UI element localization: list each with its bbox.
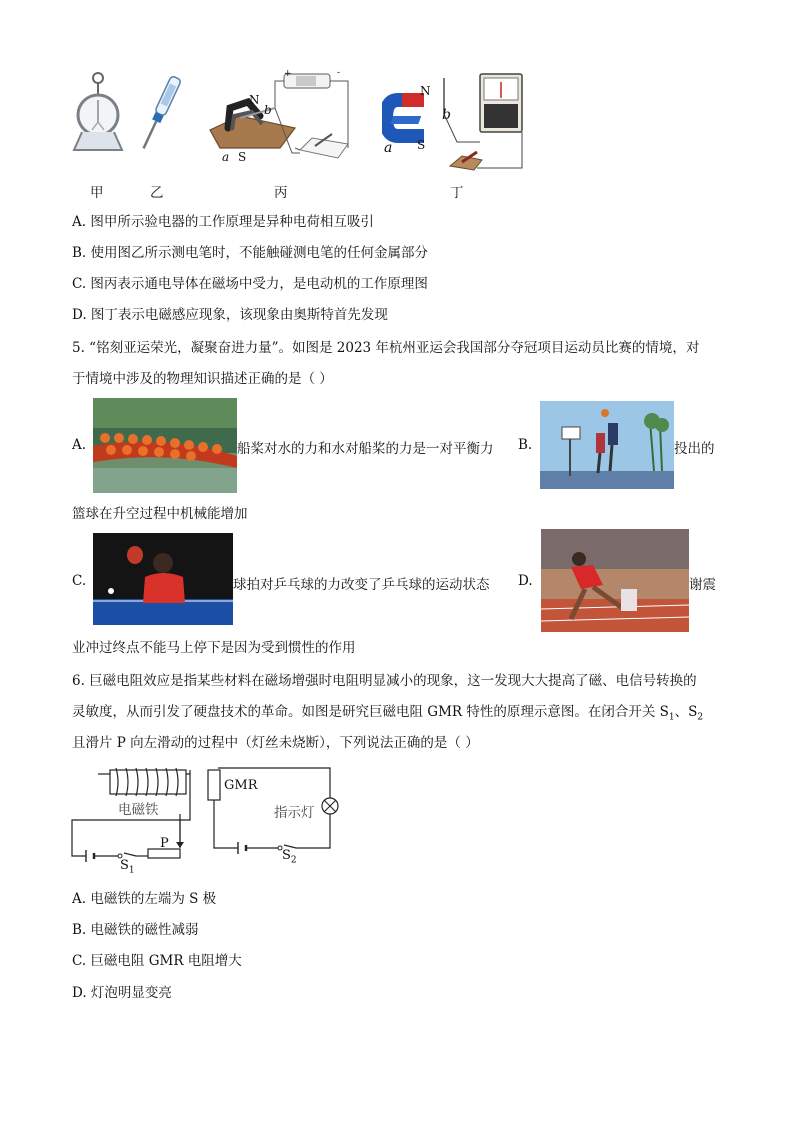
caption-yi: 乙 [150,185,164,201]
q6-stem-2-sub1: 1 [668,712,675,723]
figure-yi [135,72,185,157]
gmr-label: GMR [224,778,258,793]
gmr-circuit-diagram [68,762,358,882]
q4-option-d: D. 图丁表示电磁感应现象，该现象由奥斯特首先发现 [72,307,388,323]
q6-stem-line-3: 且滑片 P 向左滑动的过程中（灯丝未烧断），下列说法正确的是（ ） [72,735,479,751]
bing-label-n: N [249,93,260,107]
q6-option-d: D. 灯泡明显变亮 [72,985,172,1001]
q5-d-label: D. [518,573,533,589]
bing-label-a: a [222,150,230,164]
q6-option-b: B. 电磁铁的磁性减弱 [72,922,199,938]
q5-a-label: A. [72,437,87,453]
q4-option-a: A. 图甲所示验电器的工作原理是异种电荷相互吸引 [72,214,374,230]
q5-c-text: 球拍对乒乓球的力改变了乒乓球的运动状态 [233,577,490,593]
q4-option-c: C. 图丙表示通电导体在磁场中受力，是电动机的工作原理图 [72,276,428,292]
q5-stem-line-2: 于情境中涉及的物理知识描述正确的是（ ） [72,371,333,387]
q5-d-continued: 业冲过终点不能马上停下是因为受到惯性的作用 [72,640,356,656]
q6-stem-2-pre: 灵敏度，从而引发了硬盘技术的革命。如图是研究巨磁电阻 GMR 特性的原理示意图。在闭合开关 S [72,704,669,720]
bing-label-s: S [238,150,247,164]
q5-b-label: B. [518,437,533,453]
figure-ding [382,70,530,175]
table-tennis-photo [93,533,233,625]
q6-stem-2-sub2: 2 [697,712,704,723]
switch-s2-letter: S [282,848,291,863]
bing-label-plus: + [284,69,292,79]
ding-label-n: N [420,84,431,98]
q6-stem-2-mid: 、S [674,704,698,720]
switch-s2-label [282,848,297,866]
switch-s1-label [120,858,135,876]
electromagnet-label: 电磁铁 [118,802,159,818]
ding-label-b: b [442,107,451,123]
q4-option-b: B. 使用图乙所示测电笔时，不能触碰测电笔的任何金属部分 [72,245,429,261]
indicator-lamp-label: 指示灯 [274,805,315,821]
bing-label-minus: - [337,68,341,78]
figure-jia [68,70,128,155]
ding-label-a: a [384,140,393,156]
q5-d-text: 谢震 [689,577,716,593]
caption-ding: 丁 [450,185,464,201]
q5-stem-line-1: 5. “铭刻亚运荣光，凝聚奋进力量”。如图是 2023 年杭州亚运会我国部分夺冠项目运动员比赛的情境，对 [72,340,700,356]
q6-stem-line-2 [72,702,703,728]
switch-s1-letter: S [120,858,129,873]
caption-jia: 甲 [90,185,104,201]
q6-option-a: A. 电磁铁的左端为 S 极 [72,891,217,907]
switch-s2-sub: 2 [290,855,297,866]
q5-a-text: 船桨对水的力和水对船桨的力是一对平衡力 [237,441,494,457]
sprinter-photo [541,529,689,632]
ding-label-s: S [417,138,426,152]
q6-stem-line-1: 6. 巨磁电阻效应是指某些材料在磁场增强时电阻明显减小的现象，这一发现大大提高了磁、电信号转换的 [72,673,697,689]
caption-bing: 丙 [274,185,288,201]
dragon-boat-photo [93,398,237,493]
q5-b-continued: 篮球在升空过程中机械能增加 [72,506,248,522]
switch-s1-sub: 1 [128,865,135,876]
q5-b-text: 投出的 [674,441,715,457]
q5-c-label: C. [72,573,87,589]
basketball-photo [540,401,674,489]
q6-option-c: C. 巨磁电阻 GMR 电阻增大 [72,953,242,969]
slider-p-label: P [160,836,169,851]
bing-label-b: b [264,103,272,117]
